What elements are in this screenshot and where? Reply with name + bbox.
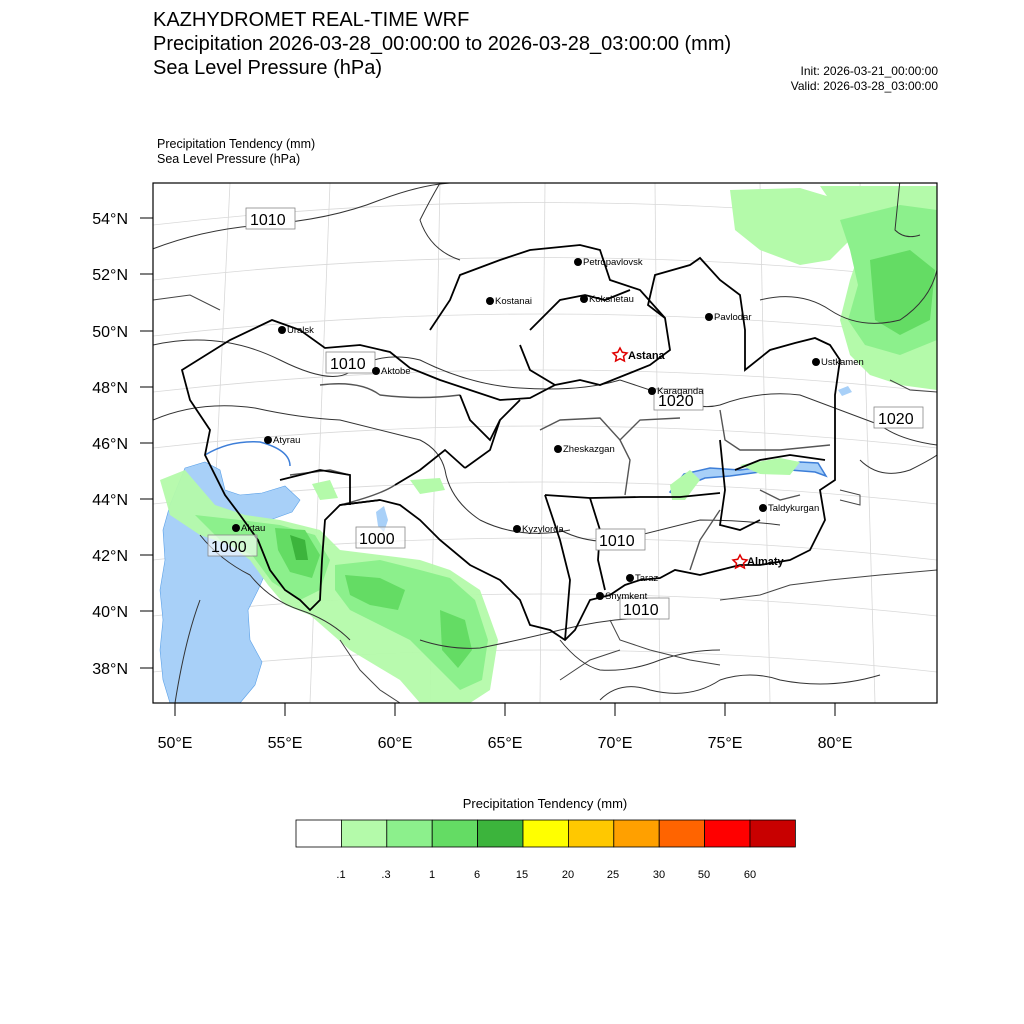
lat-label: 52°N	[92, 267, 128, 284]
lat-label: 44°N	[92, 492, 128, 509]
colorbar-swatch	[614, 820, 659, 847]
colorbar-swatch	[296, 820, 341, 847]
lat-label: 50°N	[92, 324, 128, 341]
city-label: Taraz	[635, 573, 659, 584]
lon-axis	[175, 703, 835, 716]
valid-time: Valid: 2026-03-28_03:00:00	[790, 79, 938, 93]
city-label: Taldykurgan	[768, 503, 820, 514]
isobar-label: 1020	[878, 411, 914, 428]
chart-title: KAZHYDROMET REAL-TIME WRF	[153, 9, 470, 31]
colorbar-tick: 30	[652, 869, 666, 881]
zaisan-lake	[838, 386, 852, 396]
city-label: Astana	[628, 350, 665, 362]
city-label: Ustkamen	[821, 357, 864, 368]
lon-label: 55°E	[267, 735, 303, 752]
colorbar-swatch	[705, 820, 750, 847]
colorbar-swatch	[750, 820, 795, 847]
lon-label: 80°E	[817, 735, 853, 752]
isobar-label: 1010	[250, 212, 286, 229]
colorbar-swatch	[432, 820, 477, 847]
lon-label: 70°E	[597, 735, 633, 752]
colorbar-swatch	[659, 820, 704, 847]
colorbar-swatch	[568, 820, 613, 847]
init-time: Init: 2026-03-21_00:00:00	[800, 64, 938, 78]
lat-label: 40°N	[92, 604, 128, 621]
capital-star-icon	[613, 348, 627, 361]
colorbar-swatch	[387, 820, 432, 847]
city-label: Zheskazgan	[563, 444, 615, 455]
colorbar-swatches	[296, 820, 795, 847]
colorbar-tick: 20	[561, 869, 575, 881]
city-label: Shymkent	[605, 591, 648, 602]
colorbar-swatch	[523, 820, 568, 847]
city-label: Kyzylorda	[522, 524, 564, 535]
lon-label: 50°E	[157, 735, 193, 752]
isobar-label: 1010	[599, 533, 635, 550]
colorbar-tick: .1	[336, 869, 346, 881]
chart-subtitle-slp: Sea Level Pressure (hPa)	[153, 57, 383, 79]
lon-label: 75°E	[707, 735, 743, 752]
lon-label: 60°E	[377, 735, 413, 752]
colorbar-tick: 25	[606, 869, 620, 881]
isobar-label: 1020	[658, 393, 694, 410]
field-label-precip: Precipitation Tendency (mm)	[157, 137, 316, 151]
city-label: Petropavlovsk	[583, 257, 643, 268]
isobar-label: 1010	[623, 602, 659, 619]
city-label: Uralsk	[287, 325, 314, 336]
chart-subtitle-precip: Precipitation 2026-03-28_00:00:00 to 2026-03-28_03:00:00 (mm)	[153, 33, 732, 55]
colorbar	[296, 796, 795, 881]
lat-label: 42°N	[92, 548, 128, 565]
colorbar-tick: 50	[697, 869, 711, 881]
colorbar-tick: 60	[743, 869, 757, 881]
isobar-label: 1000	[359, 531, 395, 548]
city-label: Aktobe	[381, 366, 411, 377]
colorbar-swatch	[478, 820, 523, 847]
city-label: Kokshetau	[589, 294, 634, 305]
colorbar-tick: 6	[473, 869, 481, 881]
lat-label: 54°N	[92, 211, 128, 228]
city-label: Atyrau	[273, 435, 301, 446]
colorbar-tick: 15	[515, 869, 529, 881]
lat-axis	[140, 218, 153, 668]
lon-label: 65°E	[487, 735, 523, 752]
isobar-label: 1000	[211, 539, 247, 556]
lat-label: 48°N	[92, 380, 128, 397]
field-label-slp: Sea Level Pressure (hPa)	[157, 152, 301, 166]
colorbar-swatch	[341, 820, 386, 847]
lat-labels	[92, 211, 128, 678]
city-label: Pavlodar	[714, 312, 752, 323]
isobar-label: 1010	[330, 356, 366, 373]
lon-labels	[158, 735, 853, 752]
city-label: Karaganda	[657, 386, 704, 397]
city-label: Kostanai	[495, 296, 532, 307]
colorbar-title: Precipitation Tendency (mm)	[462, 796, 628, 811]
colorbar-tick: 1	[428, 869, 436, 881]
city-label: Almaty	[747, 556, 784, 568]
city-label: Aktau	[241, 523, 266, 534]
colorbar-tick: .3	[381, 869, 391, 881]
lat-label: 38°N	[92, 661, 128, 678]
lat-label: 46°N	[92, 436, 128, 453]
